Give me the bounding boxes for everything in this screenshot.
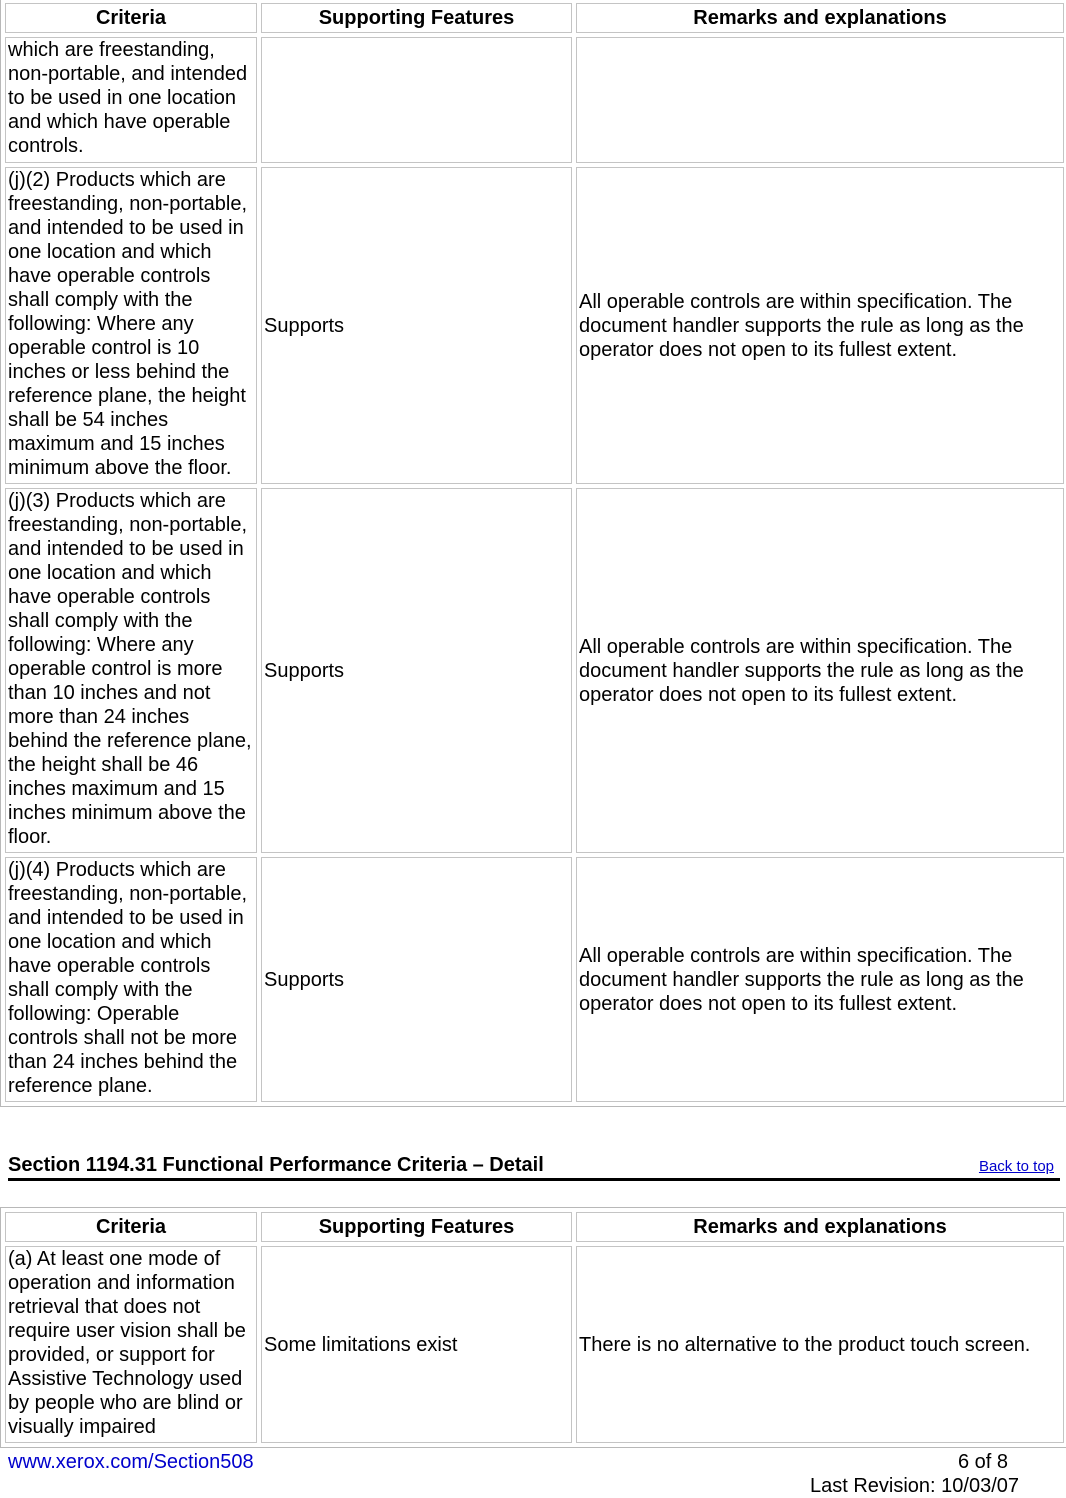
table-header-row [5, 1212, 1064, 1242]
support-cell: Supports [261, 167, 572, 484]
remarks-cell: All operable controls are within specification. The document handler supports the rule as long as the operator does not open to its fullest extent. [576, 857, 1064, 1102]
table-row [5, 488, 1064, 853]
remarks-cell: All operable controls are within specification. The document handler supports the rule as long as the operator does not open to its fullest extent. [576, 488, 1064, 853]
table-row [5, 857, 1064, 1102]
criteria-cell: (a) At least one mode of operation and information retrieval that does not require user vision shall be provided, or support for Assistive Technology used by people who are blind or visually impaired [5, 1246, 257, 1443]
criteria-cell: (j)(3) Products which are freestanding, non-portable, and intended to be used in one location and which have operable controls shall comply with the following: Where any operable control is more than 10 inches and not more than 24 inches behind the reference plane, the height shall be 46 inches maximum and 15 inches minimum above the floor. [5, 488, 257, 853]
table-row [5, 1246, 1064, 1443]
header-remarks: Remarks and explanations [576, 3, 1064, 33]
support-cell [261, 37, 572, 163]
support-cell: Some limitations exist [261, 1246, 572, 1443]
criteria-cell: which are freestanding, non-portable, and intended to be used in one location and which have operable controls. [5, 37, 257, 163]
support-cell: Supports [261, 488, 572, 853]
remarks-cell: There is no alternative to the product touch screen. [576, 1246, 1064, 1443]
header-criteria: Criteria [5, 3, 257, 33]
section-title: Section 1194.31 Functional Performance Criteria – Detail [8, 1154, 544, 1176]
header-criteria: Criteria [5, 1212, 257, 1242]
criteria-cell: (j)(2) Products which are freestanding, non-portable, and intended to be used in one location and which have operable controls shall comply with the following: Where any operable control is 10 inches or less behind the reference plane, the height shall be 54 inches maximum and 15 inches minimum above the floor. [5, 167, 257, 484]
last-revision: Last Revision: 10/03/07 [809, 1475, 1019, 1497]
header-supporting-features: Supporting Features [261, 3, 572, 33]
functional-performance-table [0, 1207, 1066, 1448]
page-number: 6 of 8 [957, 1451, 1008, 1473]
section-heading [8, 1153, 1060, 1181]
header-supporting-features: Supporting Features [261, 1212, 572, 1242]
support-cell: Supports [261, 857, 572, 1102]
back-to-top-link[interactable]: Back to top [978, 1158, 1054, 1175]
table-header-row [5, 3, 1064, 33]
criteria-cell: (j)(4) Products which are freestanding, non-portable, and intended to be used in one location and which have operable controls shall comply with the following: Operable controls shall not be more than 24 inches behind the reference plane. [5, 857, 257, 1102]
table-row [5, 37, 1064, 163]
table-row [5, 167, 1064, 484]
footer-url-link[interactable]: www.xerox.com/Section508 [8, 1451, 254, 1473]
remarks-cell [576, 37, 1064, 163]
remarks-cell: All operable controls are within specification. The document handler supports the rule as long as the operator does not open to its fullest extent. [576, 167, 1064, 484]
header-remarks: Remarks and explanations [576, 1212, 1064, 1242]
